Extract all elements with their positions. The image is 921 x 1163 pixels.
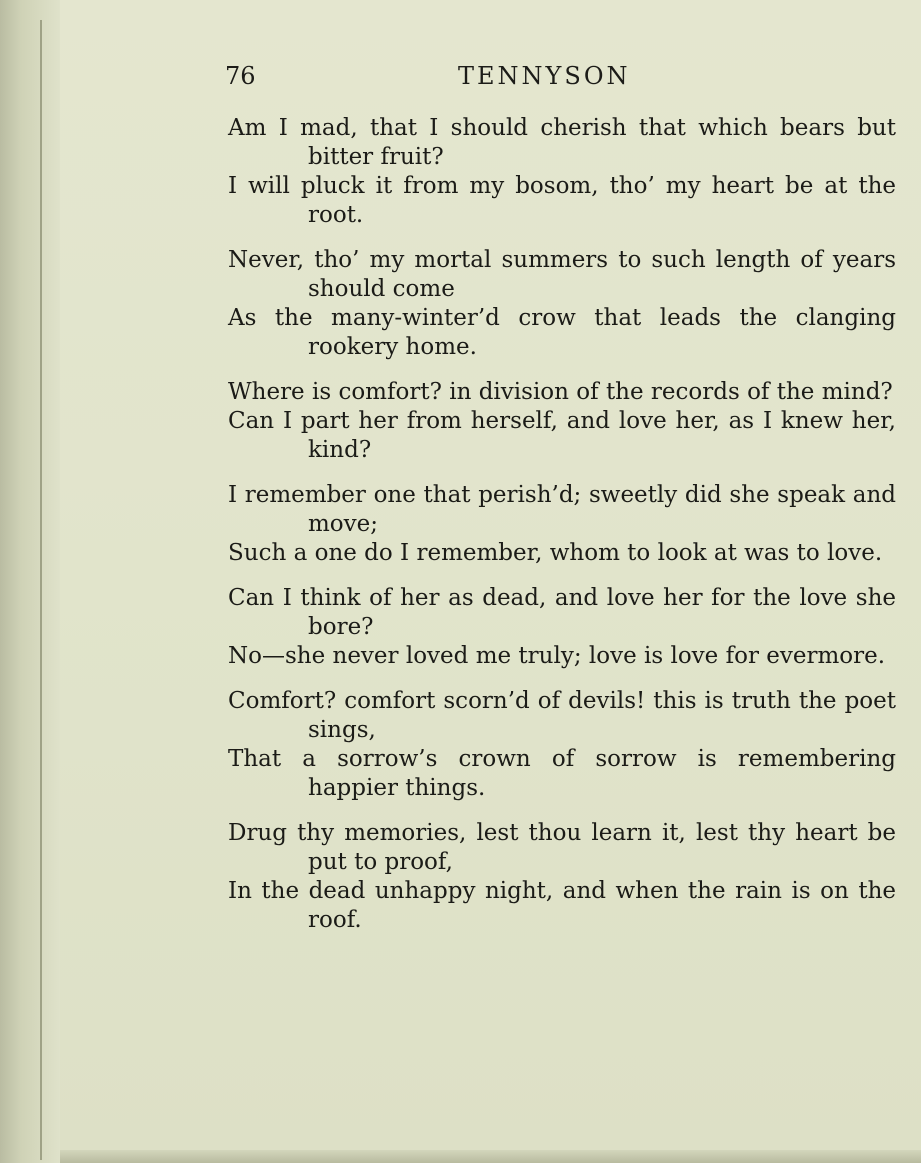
poem-line: Am I mad, that I should cherish that which bears but bitter fruit? (228, 115, 896, 170)
page-bottom-edge (60, 1150, 921, 1163)
poem-line: Can I think of her as dead, and love her for the love she bore? (228, 585, 896, 640)
poem-line: Such a one do I remember, whom to look at was to love. (228, 540, 883, 566)
poem-body (228, 114, 896, 951)
stanza-4 (228, 481, 896, 568)
page-header (60, 62, 921, 96)
running-head: TENNYSON (458, 62, 631, 90)
binding-edge (40, 20, 42, 1160)
poem-line: No—she never loved me truly; love is love for evermore. (228, 643, 886, 669)
poem-line: Comfort? comfort scorn’d of devils! this is truth the poet sings, (228, 688, 896, 743)
poem-line: I will pluck it from my bosom, tho’ my heart be at the root. (228, 173, 896, 228)
poem-line: As the many-winter’d crow that leads the clanging rookery home. (228, 305, 896, 360)
stanza-6 (228, 687, 896, 803)
poem-line: In the dead unhappy night, and when the rain is on the roof. (228, 878, 896, 933)
book-page (60, 0, 921, 1163)
poem-line: Can I part her from herself, and love her, as I knew her, kind? (228, 408, 896, 463)
book-spine (0, 0, 60, 1163)
stanza-1 (228, 114, 896, 230)
poem-line: Where is comfort? in division of the records of the mind? (228, 379, 893, 405)
poem-line: Drug thy memories, lest thou learn it, lest thy heart be put to proof, (228, 820, 896, 875)
page-number: 76 (225, 62, 256, 90)
stanza-3 (228, 378, 896, 465)
poem-line: I remember one that perish’d; sweetly did she speak and move; (228, 482, 896, 537)
stanza-5 (228, 584, 896, 671)
poem-line: That a sorrow’s crown of sorrow is remembering happier things. (228, 746, 896, 801)
stanza-2 (228, 246, 896, 362)
poem-line: Never, tho’ my mortal summers to such length of years should come (228, 247, 896, 302)
stanza-7 (228, 819, 896, 935)
